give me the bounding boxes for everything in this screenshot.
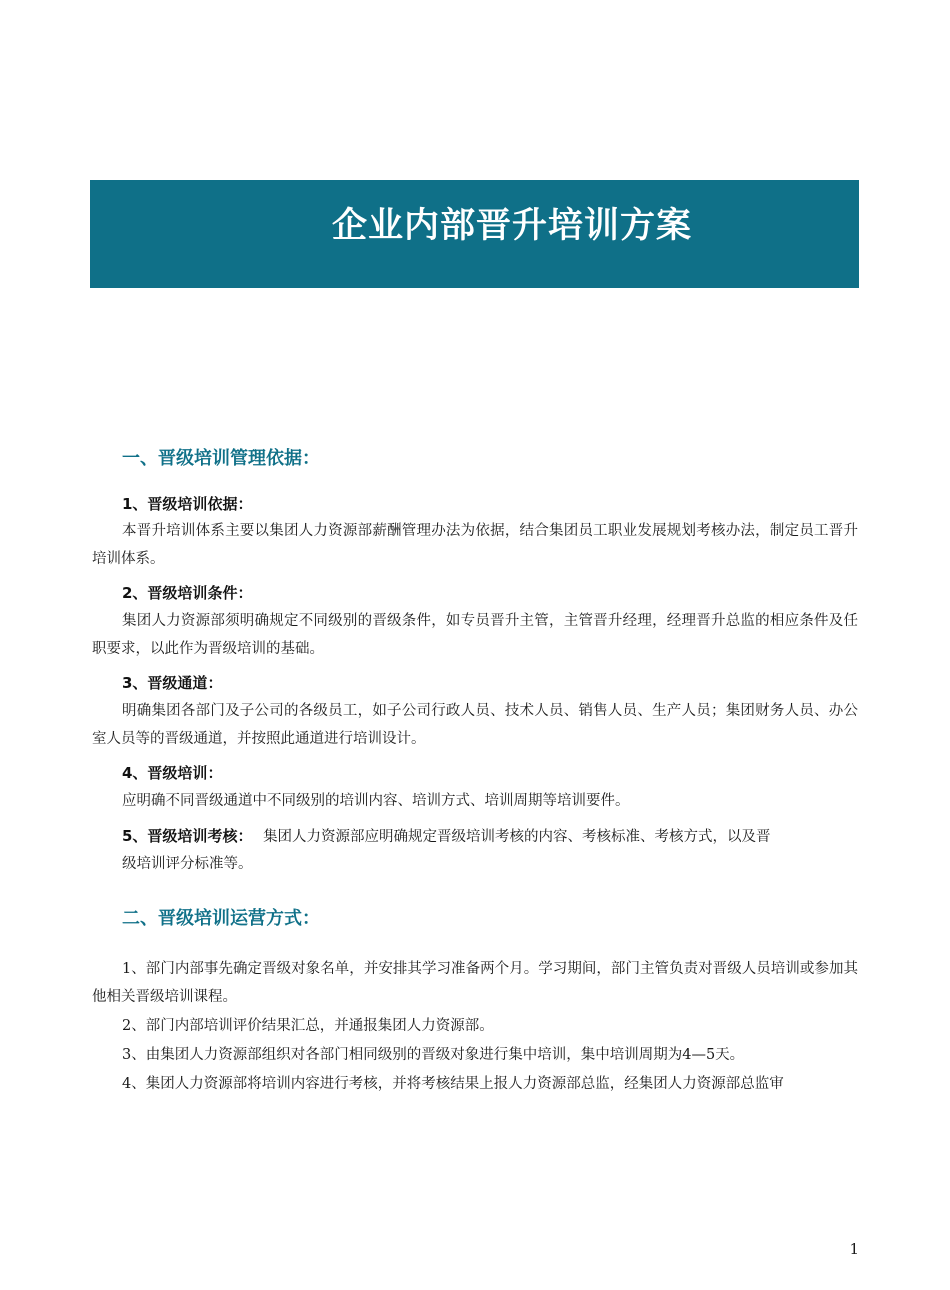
operation-item-4: 4、集团人力资源部将培训内容进行考核，并将考核结果上报人力资源部总监，经集团人力资源部总监审 bbox=[122, 1076, 784, 1092]
paragraph-5-line1: 集团人力资源部应明确规定晋级培训考核的内容、考核标准、考核方式，以及晋 bbox=[263, 829, 771, 845]
title-banner bbox=[90, 180, 859, 288]
subheading-4: 4、晋级培训： bbox=[122, 764, 223, 782]
item-5-line bbox=[122, 825, 771, 846]
section-heading-basis: 一、晋级培训管理依据： bbox=[122, 448, 320, 469]
subheading-5: 5、晋级培训考核： bbox=[122, 827, 253, 845]
paragraph-2: 集团人力资源部须明确规定不同级别的晋级条件，如专员晋升主管，主管晋升经理，经理晋升总监的相应条件及任职要求，以此作为晋级培训的基础。 bbox=[92, 613, 858, 657]
subheading-1: 1、晋级培训依据： bbox=[122, 495, 253, 513]
paragraph-4: 应明确不同晋级通道中不同级别的培训内容、培训方式、培训周期等培训要件。 bbox=[122, 793, 630, 809]
subheading-2: 2、晋级培训条件： bbox=[122, 584, 253, 602]
operation-item-2: 2、部门内部培训评价结果汇总，并通报集团人力资源部。 bbox=[122, 1018, 494, 1034]
paragraph-3: 明确集团各部门及子公司的各级员工，如子公司行政人员、技术人员、销售人员、生产人员；集团财务人员、办公室人员等的晋级通道，并按照此通道进行培训设计。 bbox=[92, 703, 858, 747]
operation-item-1: 1、部门内部事先确定晋级对象名单，并安排其学习准备两个月。学习期间，部门主管负责对晋级人员培训或参加其他相关晋级培训课程。 bbox=[92, 961, 858, 1005]
paragraph-5-line2: 级培训评分标准等。 bbox=[122, 856, 253, 872]
document-title: 企业内部晋升培训方案 bbox=[331, 206, 692, 246]
operation-item-3: 3、由集团人力资源部组织对各部门相同级别的晋级对象进行集中培训，集中培训周期为4—5天。 bbox=[122, 1047, 745, 1063]
subheading-3: 3、晋级通道： bbox=[122, 674, 223, 692]
section-heading-operation: 二、晋级培训运营方式： bbox=[122, 908, 320, 929]
page-number: 1 bbox=[849, 1240, 859, 1258]
paragraph-1: 本晋升培训体系主要以集团人力资源部薪酬管理办法为依据，结合集团员工职业发展规划考核办法，制定员工晋升培训体系。 bbox=[92, 523, 858, 567]
